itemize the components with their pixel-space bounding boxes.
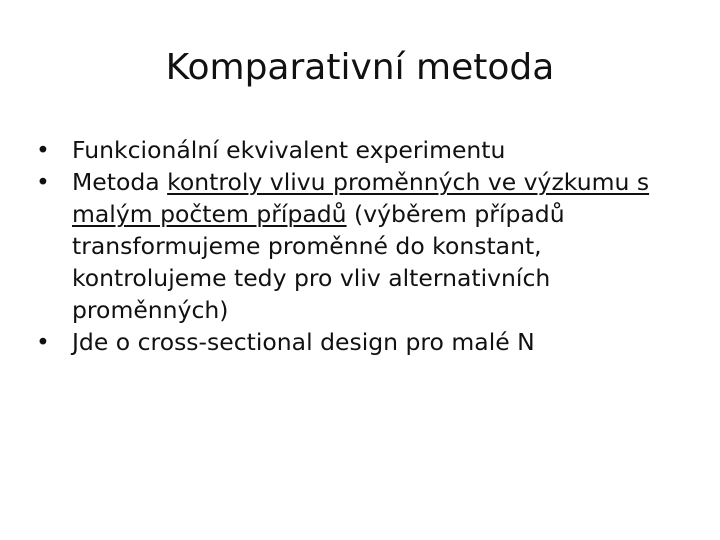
bullet-item-1	[36, 134, 686, 166]
bullet-text-before: Metoda	[72, 168, 168, 196]
bullet-dot-icon: •	[36, 168, 50, 196]
bullet-dot-icon: •	[36, 136, 50, 164]
bullet-item-2	[36, 166, 686, 326]
bullet-text-after: (výběrem případů transformujeme proměnné do konstant, kontrolujeme tedy pro vliv alternativních proměnných)	[72, 200, 565, 324]
bullet-dot-icon: •	[36, 328, 50, 356]
bullet-text: Jde o cross-sectional design pro malé N	[72, 328, 535, 356]
slide-title: Komparativní metoda	[165, 47, 555, 88]
bullet-text-underlined: kontroly vlivu proměnných ve výzkumu s malým počtem případů	[72, 168, 650, 228]
bullet-list	[36, 134, 686, 358]
bullet-text: Funkcionální ekvivalent experimentu	[72, 136, 506, 164]
bullet-item-3	[36, 326, 686, 358]
